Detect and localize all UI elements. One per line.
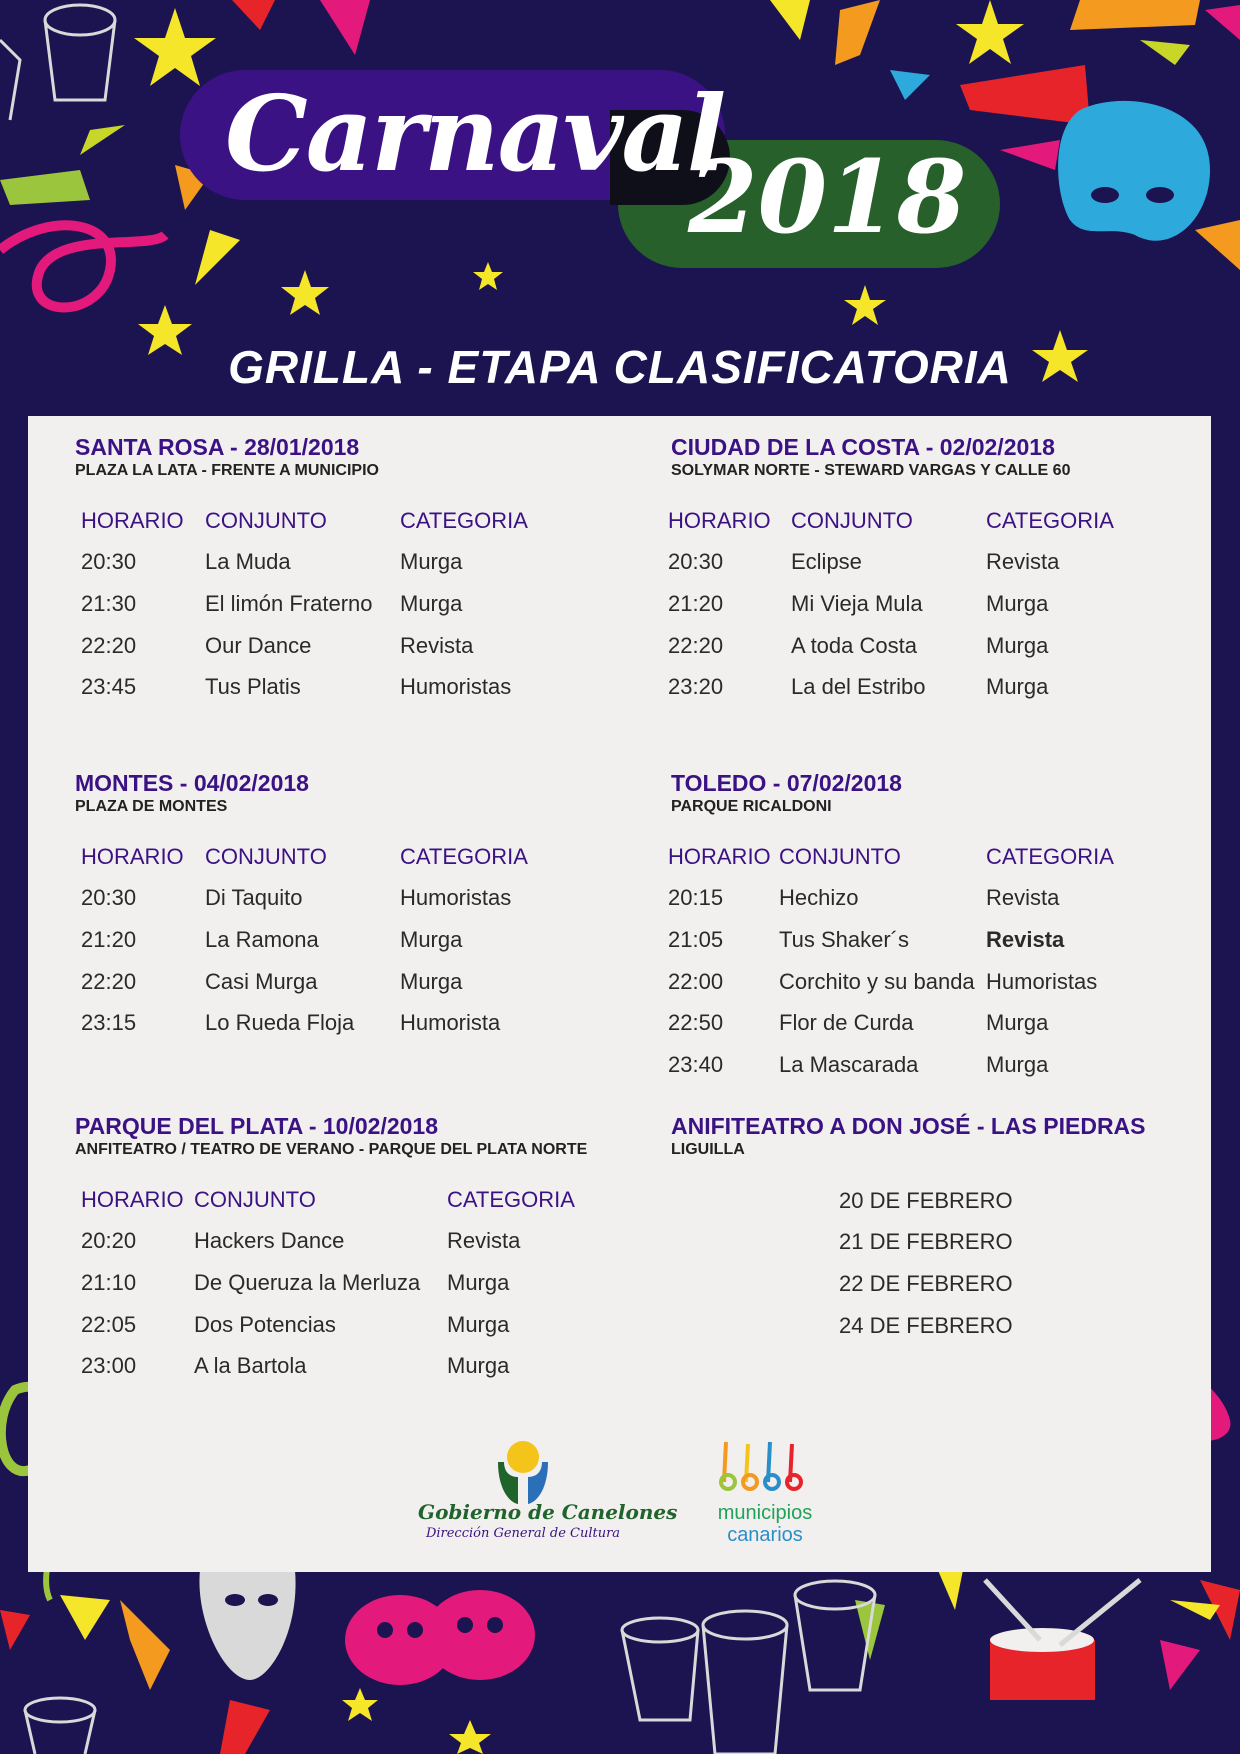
row-category: Murga — [447, 1353, 510, 1378]
event-title: MONTES - 04/02/2018 — [75, 770, 309, 796]
event-block-ciudad-de-la-costa — [668, 434, 1211, 699]
event-block-toledo — [668, 770, 1211, 1077]
page-title: Carnaval — [225, 72, 725, 195]
liguilla-date: 21 DE FEBRERO — [839, 1229, 1013, 1254]
row-category: Murga — [986, 1010, 1049, 1035]
page-year: 2018 — [688, 138, 967, 256]
row-group: Our Dance — [205, 633, 312, 658]
row-time: 22:20 — [668, 633, 724, 658]
event-block-montes — [75, 770, 635, 1035]
event-block-santa-rosa — [75, 434, 635, 699]
row-group: A la Bartola — [194, 1353, 307, 1378]
row-time: 22:00 — [668, 969, 724, 994]
theater-masks-icon — [345, 1590, 535, 1685]
row-category: Revista — [986, 549, 1060, 574]
row-group: El limón Fraterno — [205, 591, 373, 616]
event-block-parque-del-plata — [75, 1113, 665, 1378]
row-time: 23:15 — [81, 1010, 137, 1035]
liguilla-date: 20 DE FEBRERO — [839, 1188, 1013, 1213]
row-category: Murga — [986, 674, 1049, 699]
row-time: 22:05 — [81, 1312, 137, 1337]
row-category: Murga — [400, 927, 463, 952]
row-time: 20:15 — [668, 885, 724, 910]
header-categoria: CATEGORIA — [400, 844, 528, 869]
star-icon — [844, 285, 886, 325]
row-time: 22:20 — [81, 633, 137, 658]
row-group: Hechizo — [779, 885, 859, 910]
star-icon — [449, 1720, 491, 1754]
row-category: Humoristas — [400, 674, 512, 699]
star-icon — [956, 0, 1024, 64]
row-group: Dos Potencias — [194, 1312, 336, 1337]
row-group: Di Taquito — [205, 885, 303, 910]
row-time: 21:20 — [81, 927, 137, 952]
row-time: 20:20 — [81, 1228, 137, 1253]
gobierno-subtitle: Dirección General de Cultura — [425, 1526, 621, 1541]
row-group: De Queruza la Merluza — [194, 1270, 421, 1295]
row-category: Murga — [986, 633, 1049, 658]
row-category: Murga — [447, 1270, 510, 1295]
event-venue: PARQUE RICALDONI — [671, 798, 832, 815]
event-venue: PLAZA DE MONTES — [75, 798, 228, 815]
header-conjunto: CONJUNTO — [205, 844, 327, 869]
header-categoria: CATEGORIA — [986, 844, 1114, 869]
row-time: 22:50 — [668, 1010, 724, 1035]
row-time: 23:20 — [668, 674, 724, 699]
municipios-line1: municipios — [717, 1502, 813, 1524]
row-group: Casi Murga — [205, 969, 318, 994]
row-group: La Muda — [205, 549, 291, 574]
star-icon — [342, 1688, 378, 1721]
event-title: ANIFITEATRO A DON JOSÉ - LAS PIEDRAS — [671, 1113, 1146, 1139]
star-icon — [281, 270, 329, 315]
row-time: 21:20 — [668, 591, 724, 616]
snare-drum-icon — [985, 1580, 1140, 1700]
row-category: Revista — [986, 885, 1060, 910]
star-icon — [134, 8, 216, 86]
row-time: 20:30 — [668, 549, 724, 574]
row-category: Murga — [400, 549, 463, 574]
row-time: 21:05 — [668, 927, 724, 952]
header-conjunto: CONJUNTO — [194, 1187, 316, 1212]
row-category: Humoristas — [986, 969, 1098, 994]
liguilla-date: 24 DE FEBRERO — [839, 1313, 1013, 1338]
event-title: CIUDAD DE LA COSTA - 02/02/2018 — [671, 434, 1055, 460]
row-category: Murga — [986, 591, 1049, 616]
row-time: 23:45 — [81, 674, 137, 699]
liguilla-date: 22 DE FEBRERO — [839, 1271, 1013, 1296]
row-group: Lo Rueda Floja — [205, 1010, 355, 1035]
row-category: Humorista — [400, 1010, 501, 1035]
header-horario: HORARIO — [668, 508, 771, 533]
row-group: La del Estribo — [791, 674, 926, 699]
row-category: Murga — [400, 591, 463, 616]
row-category: Murga — [986, 1052, 1049, 1077]
header-horario: HORARIO — [81, 508, 184, 533]
row-group: Tus Shaker´s — [779, 927, 910, 952]
row-category: Revista — [447, 1228, 521, 1253]
event-block-liguilla — [671, 1113, 1211, 1338]
event-title: TOLEDO - 07/02/2018 — [671, 770, 902, 796]
header-horario: HORARIO — [81, 1187, 184, 1212]
header-conjunto: CONJUNTO — [779, 844, 901, 869]
gobierno-name: Gobierno de Canelones — [418, 1500, 678, 1524]
star-icon — [473, 262, 503, 290]
event-title: SANTA ROSA - 28/01/2018 — [75, 434, 360, 460]
row-category: Murga — [447, 1312, 510, 1337]
municipios-line2: canarios — [727, 1524, 803, 1546]
header-categoria: CATEGORIA — [400, 508, 528, 533]
row-category: Revista — [986, 927, 1065, 952]
event-venue: ANFITEATRO / TEATRO DE VERANO - PARQUE DEL PLATA NORTE — [75, 1141, 588, 1158]
row-category: Revista — [400, 633, 474, 658]
row-time: 22:20 — [81, 969, 137, 994]
event-venue: SOLYMAR NORTE - STEWARD VARGAS Y CALLE 60 — [671, 462, 1071, 479]
row-time: 23:40 — [668, 1052, 724, 1077]
ribbon-decoration — [0, 225, 165, 307]
event-venue: LIGUILLA — [671, 1141, 745, 1158]
header-horario: HORARIO — [81, 844, 184, 869]
row-time: 21:10 — [81, 1270, 137, 1295]
event-venue: PLAZA LA LATA - FRENTE A MUNICIPIO — [75, 462, 379, 479]
page-subtitle: GRILLA - ETAPA CLASIFICATORIA — [228, 341, 1012, 393]
row-time: 21:30 — [81, 591, 137, 616]
header-horario: HORARIO — [668, 844, 771, 869]
row-category: Humoristas — [400, 885, 512, 910]
row-group: A toda Costa — [791, 633, 917, 658]
event-title: PARQUE DEL PLATA - 10/02/2018 — [75, 1113, 439, 1139]
row-group: Tus Platis — [205, 674, 301, 699]
row-group: Flor de Curda — [779, 1010, 914, 1035]
mask-icon — [1058, 101, 1210, 241]
row-group: Mi Vieja Mula — [791, 591, 923, 616]
header-categoria: CATEGORIA — [447, 1187, 575, 1212]
row-time: 20:30 — [81, 885, 137, 910]
row-group: Eclipse — [791, 549, 862, 574]
row-time: 23:00 — [81, 1353, 137, 1378]
row-group: Corchito y su banda — [779, 969, 975, 994]
header-conjunto: CONJUNTO — [205, 508, 327, 533]
header-conjunto: CONJUNTO — [791, 508, 913, 533]
row-group: La Mascarada — [779, 1052, 919, 1077]
row-group: Hackers Dance — [194, 1228, 345, 1253]
row-category: Murga — [400, 969, 463, 994]
row-time: 20:30 — [81, 549, 137, 574]
header-categoria: CATEGORIA — [986, 508, 1114, 533]
row-group: La Ramona — [205, 927, 319, 952]
